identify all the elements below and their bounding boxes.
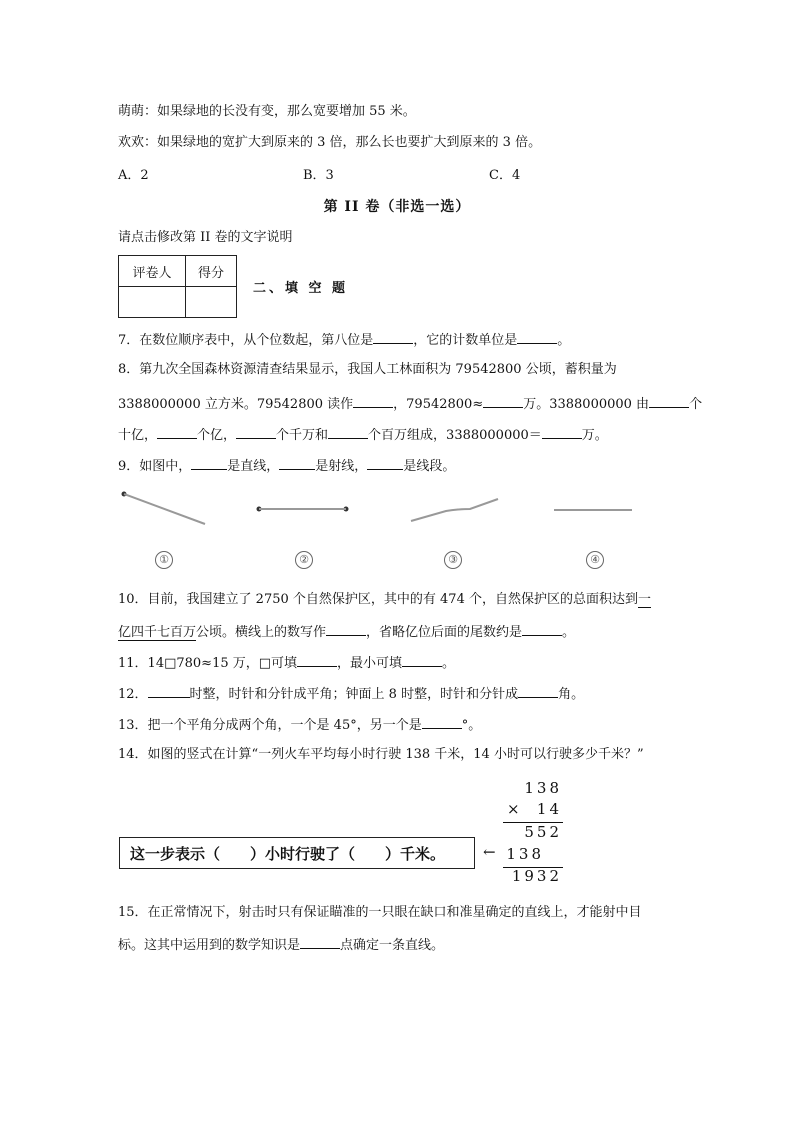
q11-blank-1[interactable]: [297, 652, 337, 667]
q6-huanhuan: 欢欢：如果绿地的宽扩大到原来的 3 倍，那么长也要扩大到原来的 3 倍。: [118, 135, 542, 150]
calc-row-552: 552: [524, 823, 562, 841]
q8-line-2: 3388000000 立方米。79542800 读作 ，79542800≈ 万。3388000000 由 个: [118, 393, 702, 415]
calc-row-138-shifted: 138: [506, 845, 544, 863]
figure-label-4: ④: [586, 551, 604, 569]
q8-blank-3[interactable]: [649, 393, 689, 408]
q13-blank-1[interactable]: [422, 714, 462, 729]
q9: 9．如图中， 是直线， 是射线， 是线段。: [118, 455, 455, 477]
figure-label-3: ③: [444, 551, 462, 569]
figure-1-ray: [122, 492, 206, 525]
q8-blank-1[interactable]: [353, 393, 393, 408]
q14-text: 14．如图的竖式在计算“一列火车平均每小时行驶 138 千米，14 小时可以行驶多少千米？”: [118, 747, 644, 762]
q8-blank-7[interactable]: [542, 424, 582, 439]
q10-line-2: 亿四千七百万公顷。横线上的数写作 ，省略亿位后面的尾数约是 。: [118, 621, 575, 643]
calc-row-1932: 1932: [511, 867, 562, 885]
figure-2-segment: [257, 507, 349, 512]
q10-blank-2[interactable]: [522, 621, 562, 636]
q8-blank-5[interactable]: [236, 424, 276, 439]
q12-blank-1[interactable]: [148, 683, 190, 698]
q8-line-3: 十亿， 个亿， 个千万和 个百万组成，3388000000＝ 万。: [118, 424, 608, 446]
q15-blank-1[interactable]: [300, 934, 340, 949]
score-cell[interactable]: [186, 287, 237, 318]
header-score: 得分: [186, 256, 237, 287]
calc-row-138: 138: [524, 779, 562, 797]
q13: 13．把一个平角分成两个角，一个是 45°，另一个是 °。: [118, 714, 481, 736]
figure-label-1: ①: [155, 551, 173, 569]
figure-3-curve: [411, 499, 498, 521]
step-note-box: 这一步表示（ ）小时行驶了（ ）千米。: [119, 837, 475, 869]
fill-section-title: 二、填 空 题: [253, 281, 349, 296]
option-a: A．2: [118, 168, 149, 183]
q9-blank-2[interactable]: [279, 455, 315, 470]
figure-label-2: ②: [295, 551, 313, 569]
q10-line-1: 10．目前，我国建立了 2750 个自然保护区，其中的有 474 个，自然保护区的总面积达到一: [118, 592, 651, 607]
q7: 7．在数位顺序表中，从个位数起，第八位是 ，它的计数单位是 。: [118, 329, 570, 351]
q7-blank-1[interactable]: [373, 329, 413, 344]
q9-blank-1[interactable]: [191, 455, 227, 470]
q7-blank-2[interactable]: [517, 329, 557, 344]
q12-blank-2[interactable]: [518, 683, 558, 698]
q10-blank-1[interactable]: [326, 621, 366, 636]
arrow-left-icon: ←: [483, 843, 496, 861]
q8-blank-6[interactable]: [328, 424, 368, 439]
option-b: B．3: [303, 168, 334, 183]
q8-blank-4[interactable]: [157, 424, 197, 439]
section-title: 第 II 卷（非选一选）: [323, 199, 471, 215]
q6-mengmeng: 萌萌：如果绿地的长没有变，那么宽要增加 55 米。: [118, 104, 416, 119]
header-grader: 评卷人: [119, 256, 186, 287]
q12: 12． 时整，时针和分针成平角；钟面上 8 时整，时针和分针成 角。: [118, 683, 584, 705]
q8-blank-2[interactable]: [483, 393, 523, 408]
q9-figure: [0, 480, 794, 540]
q15-line-2: 标。这其中运用到的数学知识是 点确定一条直线。: [118, 934, 444, 956]
calc-row-14: 14: [536, 800, 562, 818]
grader-cell[interactable]: [119, 287, 186, 318]
option-c: C．4: [489, 168, 521, 183]
q8-line-1: 8．第九次全国森林资源清查结果显示，我国人工林面积为 79542800 公顷，蓄积量为: [118, 362, 617, 377]
q15-line-1: 15．在正常情况下，射击时只有保证瞄准的一只眼在缺口和准星确定的直线上，才能射中目: [118, 905, 642, 920]
q11-blank-2[interactable]: [402, 652, 442, 667]
score-table: [118, 255, 237, 318]
q11: 11．14□780≈15 万，□可填 ，最小可填 。: [118, 652, 455, 674]
section-note: 请点击修改第 II 卷的文字说明: [118, 230, 293, 245]
q9-blank-3[interactable]: [367, 455, 403, 470]
times-sign: ×: [507, 800, 520, 818]
